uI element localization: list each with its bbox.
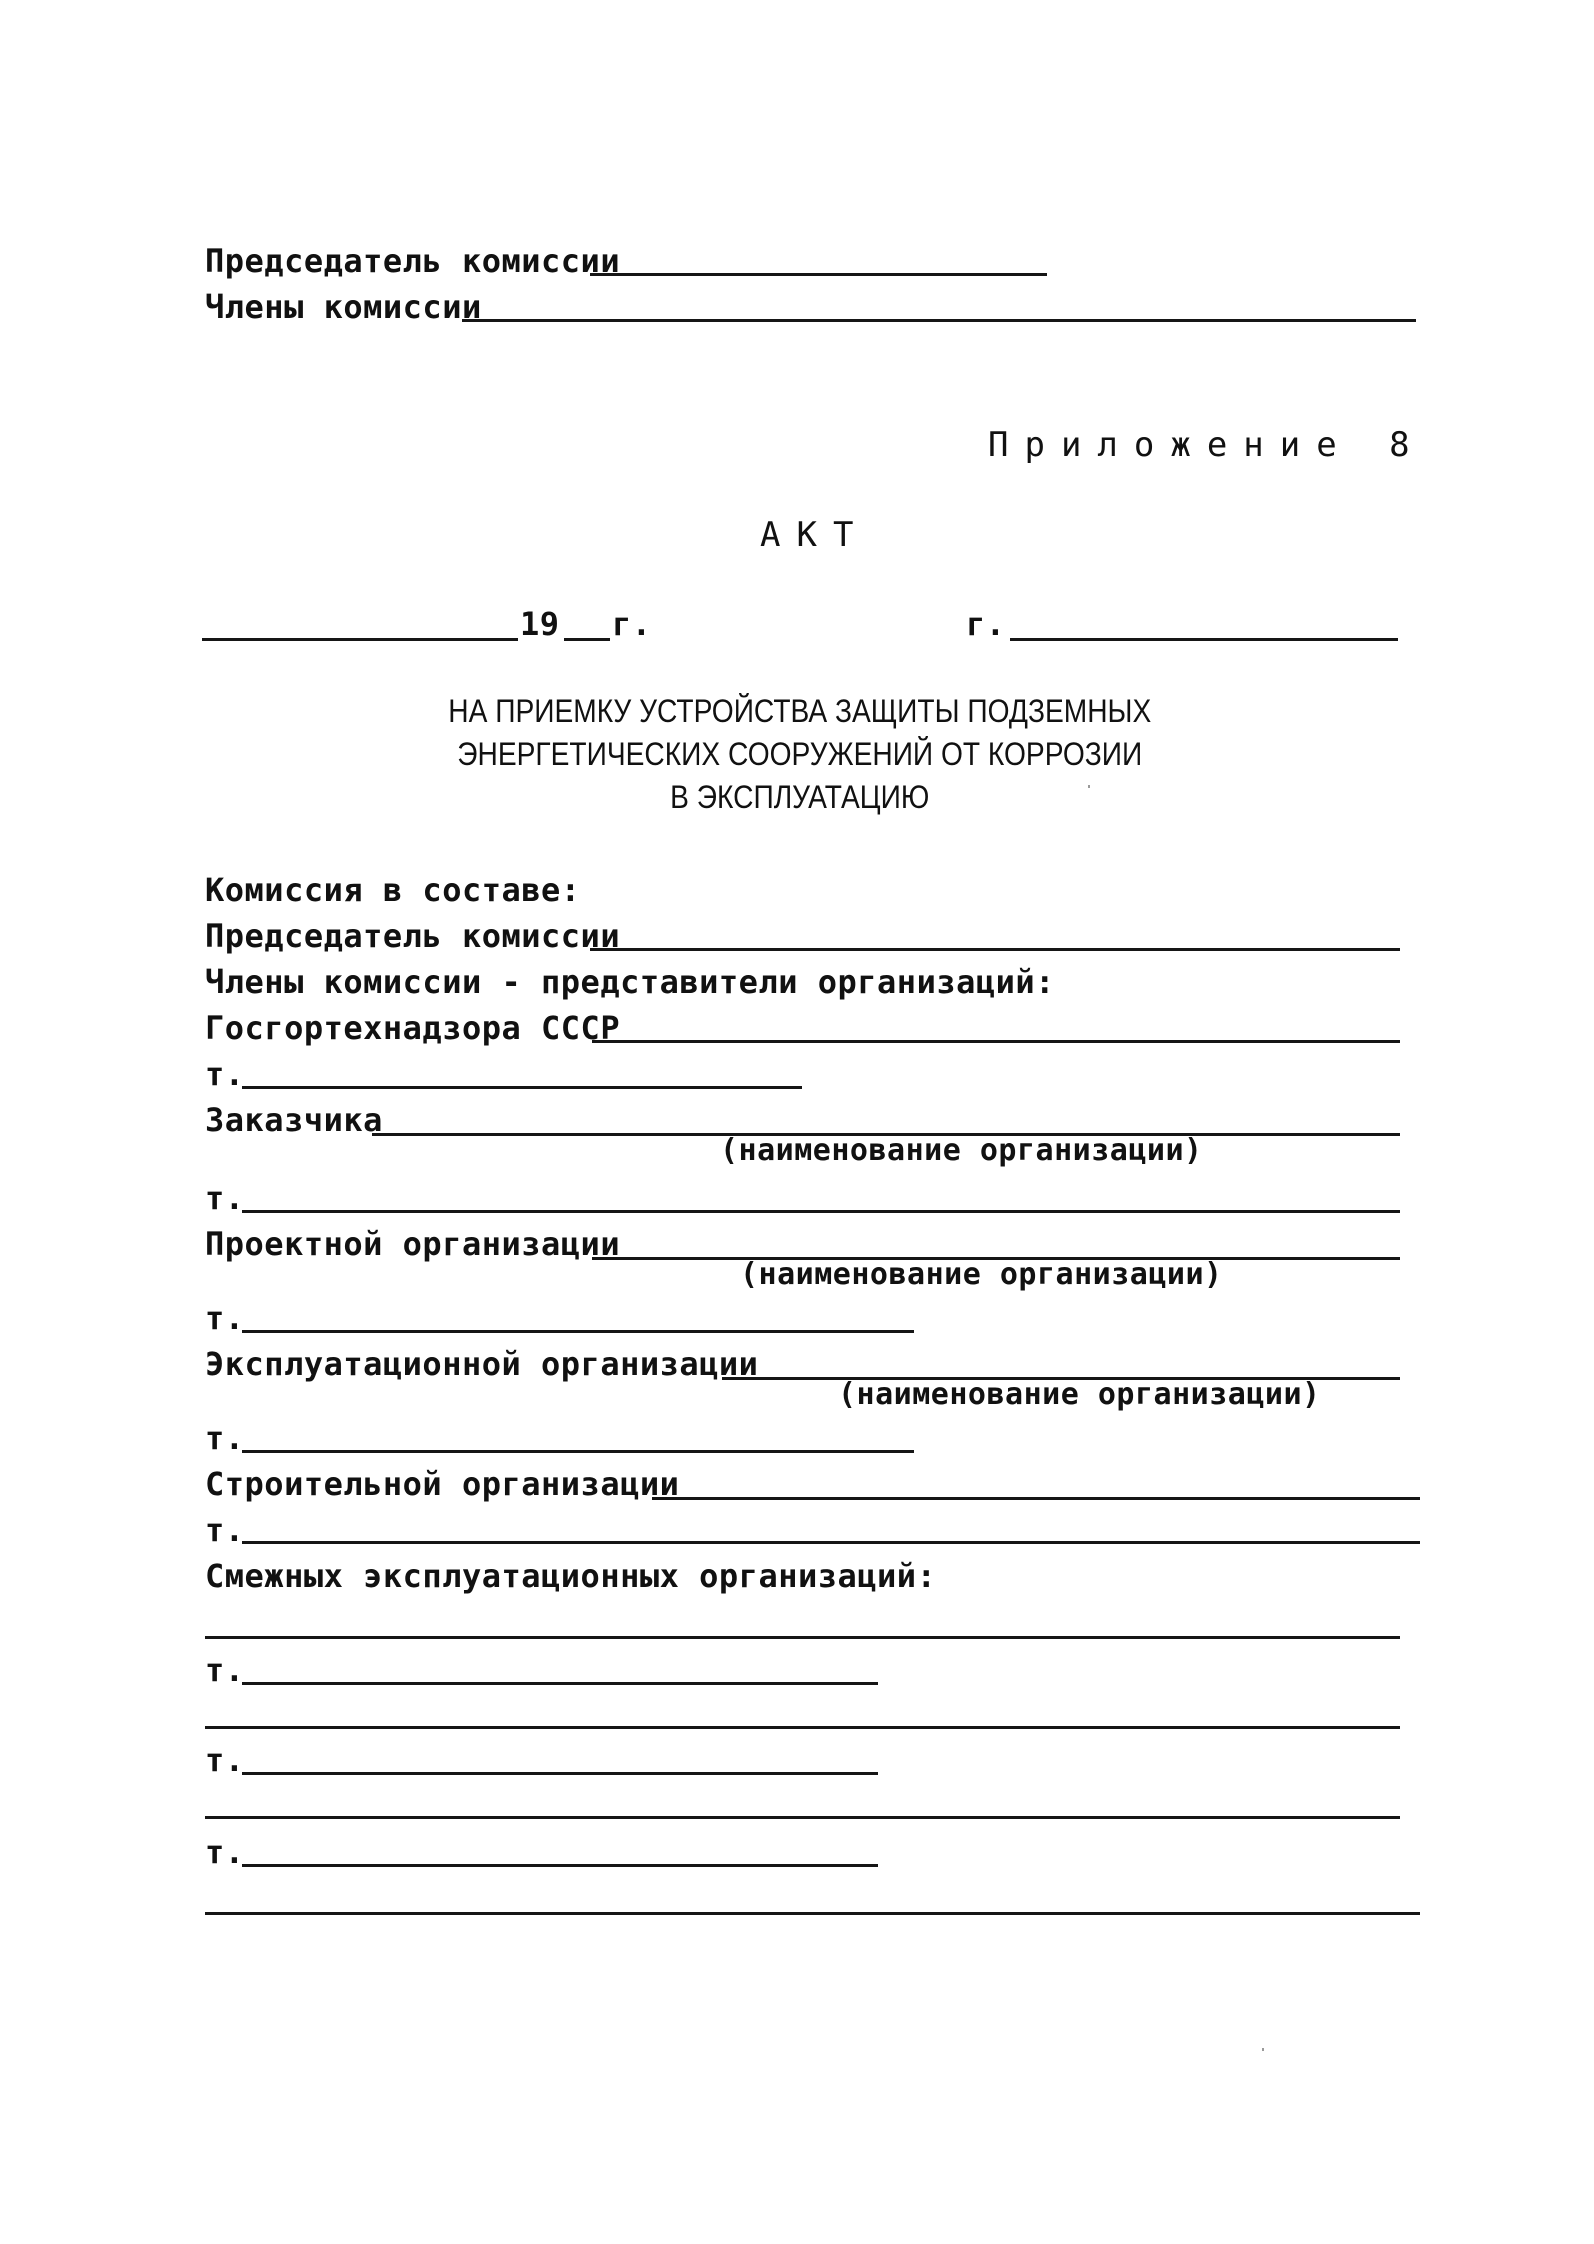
adjacent-org-2-phone-prefix: т. [205,1741,245,1779]
operating-org-phone-prefix: т. [205,1419,245,1457]
act-year-suffix: г. [612,605,652,643]
customer-label: Заказчика [205,1101,383,1139]
adjacent-org-3-phone-line[interactable] [242,1864,878,1867]
adjacent-org-2-line[interactable] [205,1726,1400,1729]
design-org-name-caption: (наименование организации) [740,1257,1223,1292]
customer-name-caption: (наименование организации) [720,1133,1203,1168]
construction-org-label: Строительной организации [205,1465,680,1503]
top-chairman-label: Председатель комиссии [205,242,621,280]
gosgortekhnadzor-phone-line[interactable] [242,1086,802,1089]
adjacent-org-4-line[interactable] [205,1912,1420,1915]
gosgortekhnadzor-phone-prefix: т. [205,1055,245,1093]
customer-phone-line[interactable] [242,1210,1400,1213]
scan-speck [1262,2048,1264,2051]
act-year-prefix: 19 [520,605,560,643]
gosgortekhnadzor-label: Госгортехнадзора СССР [205,1009,621,1047]
act-heading: АКТ [760,515,870,555]
commission-composition-label: Комиссия в составе: [205,871,581,909]
act-title-line-1: НА ПРИЕМКУ УСТРОЙСТВА ЗАЩИТЫ ПОДЗЕМНЫХ [448,693,1152,729]
act-title-line-3: В ЭКСПЛУАТАЦИЮ [670,779,930,815]
top-members-label: Члены комиссии [205,288,482,326]
adjacent-org-1-phone-line[interactable] [242,1682,878,1685]
operating-org-phone-line[interactable] [242,1450,914,1453]
design-org-phone-line[interactable] [242,1330,914,1333]
appendix-label: Приложение 8 [988,425,1426,465]
gosgortekhnadzor-line[interactable] [592,1040,1400,1043]
adjacent-org-2-phone-line[interactable] [242,1772,878,1775]
adjacent-org-1-phone-prefix: т. [205,1651,245,1689]
top-members-signature-line[interactable] [462,319,1416,322]
act-city-line[interactable] [1010,638,1398,641]
construction-org-phone-line[interactable] [242,1541,1420,1544]
design-org-label: Проектной организации [205,1225,621,1263]
act-city-prefix: г. [966,605,1006,643]
adjacent-orgs-label: Смежных эксплуатационных организаций: [205,1557,937,1595]
act-title-line-2: ЭНЕРГЕТИЧЕСКИХ СООРУЖЕНИЙ ОТ КОРРОЗИИ [457,736,1143,772]
construction-org-phone-prefix: т. [205,1511,245,1549]
commission-chairman-line[interactable] [590,948,1400,951]
adjacent-org-3-phone-prefix: т. [205,1833,245,1871]
commission-members-label: Члены комиссии - представители организаций: [205,963,1055,1001]
scan-speck [1088,785,1090,788]
top-chairman-signature-line[interactable] [590,273,1047,276]
commission-chairman-label: Председатель комиссии [205,917,621,955]
act-year-line[interactable] [564,638,610,641]
act-date-line[interactable] [202,638,518,641]
customer-phone-prefix: т. [205,1179,245,1217]
operating-org-name-caption: (наименование организации) [838,1377,1321,1412]
adjacent-org-3-line[interactable] [205,1816,1400,1819]
design-org-phone-prefix: т. [205,1299,245,1337]
adjacent-org-1-line[interactable] [205,1636,1400,1639]
operating-org-label: Эксплуатационной организации [205,1345,759,1383]
construction-org-line[interactable] [652,1497,1420,1500]
